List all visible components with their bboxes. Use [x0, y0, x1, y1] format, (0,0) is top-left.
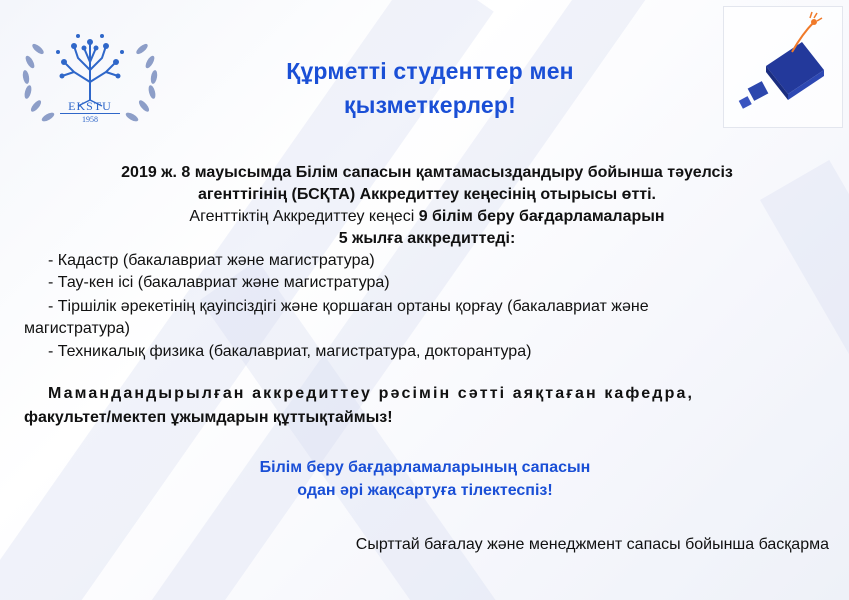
page-title-line1: Құрметті студенттер мен: [286, 58, 574, 84]
logo-year: 1958: [82, 115, 98, 124]
logo-text: EKSTU: [60, 100, 120, 114]
program-item: - Тау-кен ісі (бакалавриат және магистратура): [48, 274, 390, 291]
program-item: - Кадастр (бакалавриат және магистратура): [48, 252, 375, 269]
announcement-line2: агенттігінің (БСҚТА) Аккредиттеу кеңесінің отырысы өтті.: [197, 186, 656, 203]
announcement-line3-bold: 9 білім беру бағдарламаларын: [418, 208, 665, 225]
signature: Сырттай бағалау және менеджмент сапасы бойынша басқарма: [355, 536, 829, 553]
congrats-line2: факультет/мектеп ұжымдарын құттықтаймыз!: [24, 409, 393, 426]
program-item: - Тіршілік әрекетінің қауіпсіздігі және қоршаған ортаны қорғау (бакалавриат және: [48, 298, 649, 315]
announcement-line3-normal: Агенттіктің Аккредиттеу кеңесі: [189, 208, 419, 225]
announcement-line4: 5 жылға аккредиттеді:: [338, 230, 516, 247]
graduation-cap-icon: [726, 8, 838, 124]
wish-line2: одан әрі жақсартуға тілектеспіз!: [297, 482, 553, 499]
university-logo: [18, 22, 162, 134]
program-item-continuation: магистратура): [24, 320, 130, 337]
announcement-line1: 2019 ж. 8 мауысымда Білім сапасын қамтамасыздандыру бойынша тәуелсіз: [121, 164, 733, 181]
page-title-line2: қызметкерлер!: [344, 92, 516, 118]
congrats-line1: Мамандандырылған аккредиттеу рәсімін сәтті аяқтаған кафедра,: [48, 385, 694, 402]
wish-line1: Білім беру бағдарламаларының сапасын: [259, 459, 591, 476]
announcement-line3: [24, 206, 830, 228]
program-item: - Техникалық физика (бакалавриат, магистратура, докторантура): [48, 343, 532, 360]
